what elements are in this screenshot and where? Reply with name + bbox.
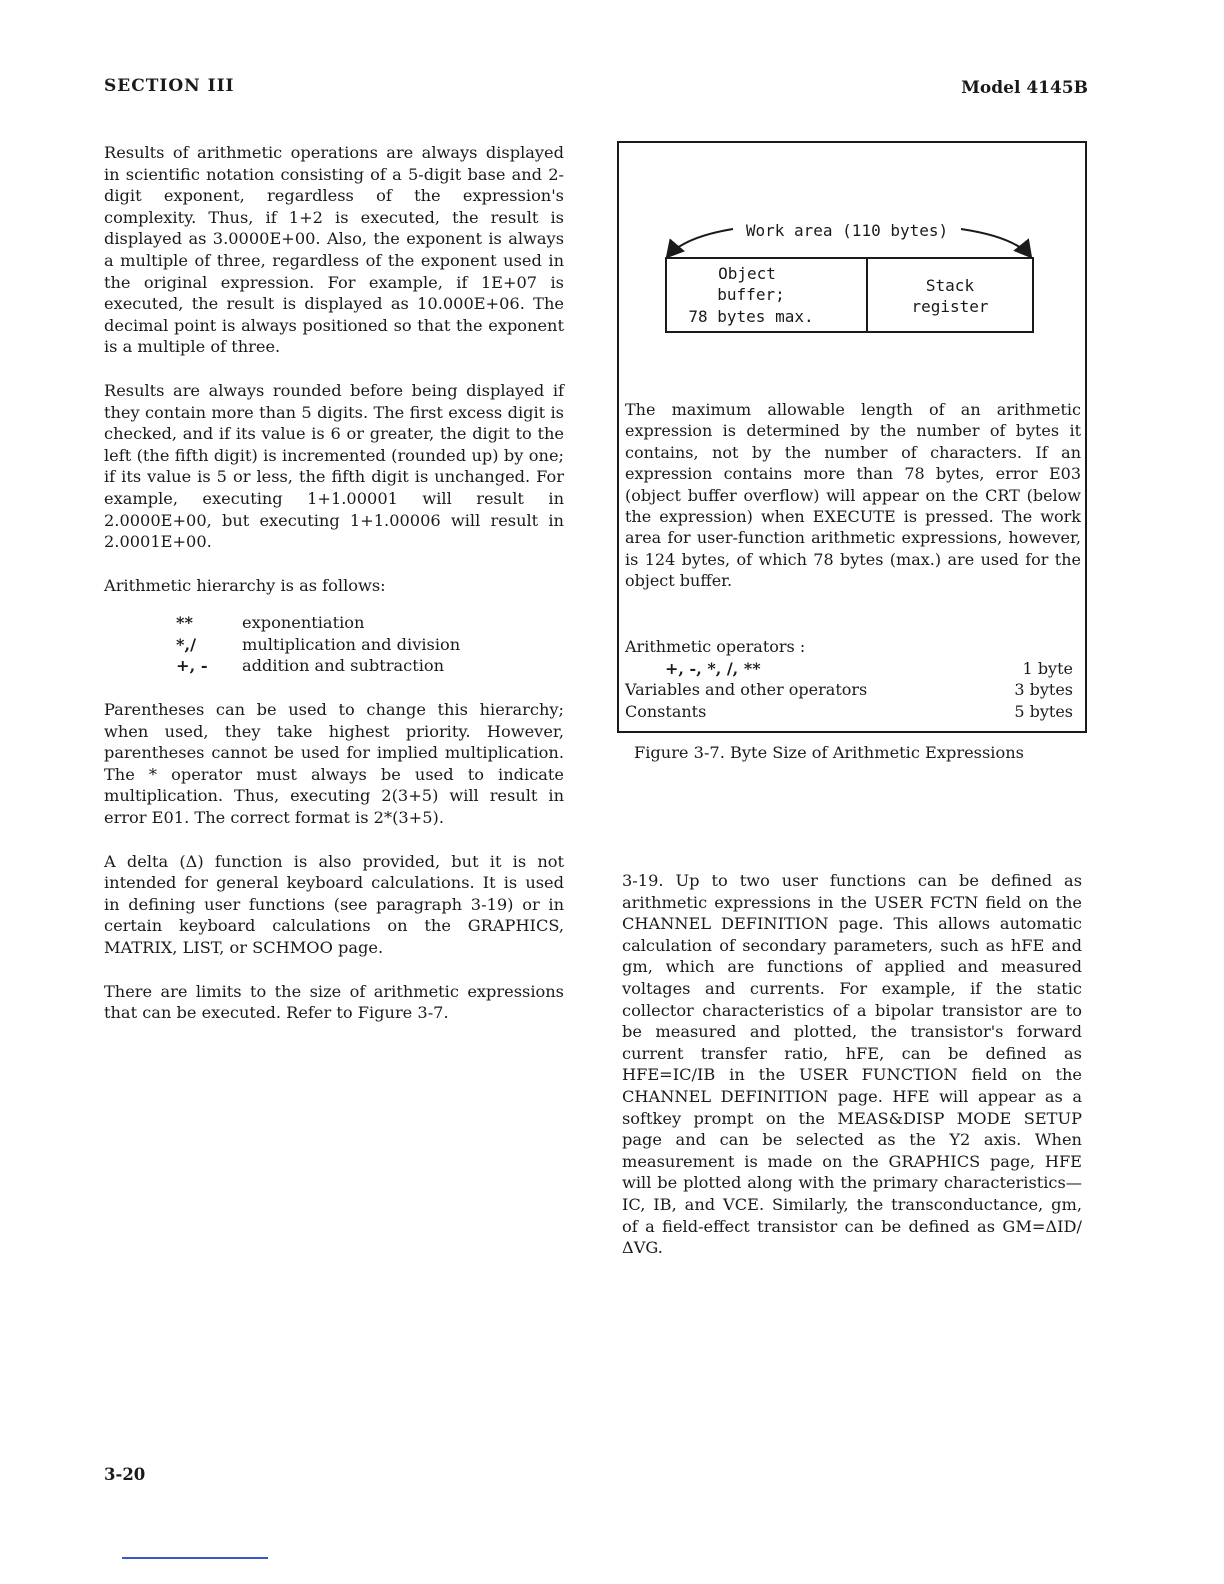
hierarchy-description: multiplication and division [242,634,461,654]
operator-symbols: +, -, *, /, ** [665,658,761,678]
footer-rule [122,1557,268,1559]
paragraph-user-functions: 3-19. Up to two user functions can be defined as arithmetic expressions in the USER FCTN field on the CHANNEL DEFINITION page. This allows automatic calculation of secondary parameters, such as hFE and gm, which are functions of applied and measured voltages and currents. For example, if the static collector characteristics of a bipolar transistor are to be measured and plotted, the transistor's forward current transfer ratio, hFE, can be defined as HFE=IC/IB in the USER FUNCTION field on the CHANNEL DEFINITION page. HFE will appear as a softkey prompt on the MEAS&DISP MODE SETUP page and can be selected as the Y2 axis. When measurement is made on the GRAPHICS page, HFE will be plotted along with the primary characteristics—IC, IB, and VCE. Similarly, the transconductance, gm, of a field-effect transistor can be defined as GM=ΔID/ΔVG. [622,871,1082,1258]
paragraph-limits: There are limits to the size of arithmetic expressions that can be executed. Refer to Figure 3-7. [104,981,564,1023]
byte-size-row [625,679,1073,701]
object-buffer-line: 78 bytes max. [688,307,814,326]
stack-register-block [867,258,1033,332]
paragraph-delta-function: A delta (Δ) function is also provided, but it is not intended for general keyboard calculations. It is used in defining user functions (see paragraph 3-19) or in certain keyboard calculations on the GRAPHICS, MATRIX, LIST, or SCHMOO page. [104,851,564,957]
object-buffer-line: Object [718,264,776,283]
hierarchy-list [176,612,564,677]
stack-register-line: register [911,297,989,316]
hierarchy-description: addition and subtraction [242,656,445,676]
hierarchy-row [176,612,564,634]
hierarchy-description: exponentiation [242,613,365,633]
figure-caption: Figure 3-7. Byte Size of Arithmetic Expressions [634,743,1024,762]
right-column [622,870,1082,1281]
byte-size-row [625,658,1073,680]
paragraph-hierarchy-intro: Arithmetic hierarchy is as follows: [104,575,386,595]
figure-3-7-box [617,141,1087,733]
work-area-arrow-right [961,229,1031,257]
byte-size-table [625,636,1073,722]
constants-size: 5 bytes [1014,701,1073,721]
hierarchy-row [176,655,564,677]
variables-label: Variables and other operators [625,680,868,700]
operators-heading: Arithmetic operators : [625,637,806,656]
object-buffer-line: buffer; [717,285,785,304]
section-header: SECTION III [104,76,235,96]
paragraph-scientific-notation: Results of arithmetic operations are always displayed in scientific notation consisting of a 5-digit base and 2-digit exponent, regardless of the expression's complexity. Thus, if 1+2 is executed, the result is displayed as 3.0000E+00. Also, the exponent is always a multiple of three, regardless of the exponent used in the original expression. For example, if 1E+07 is executed, the result is displayed as 10.000E+06. The decimal point is always positioned so that the exponent is a multiple of three. [104,143,564,357]
byte-size-row [625,701,1073,723]
left-column [104,142,564,1046]
constants-label: Constants [625,701,707,721]
page-number: 3-20 [104,1465,146,1484]
stack-register-line: Stack [925,276,975,295]
operator-size: 1 byte [1022,658,1073,678]
variables-size: 3 bytes [1014,680,1073,700]
work-area-arrow-left [667,229,733,257]
figure-paragraph: The maximum allowable length of an arithmetic expression is determined by the number of bytes it contains, not by the number of characters. If an expression contains more than 78 bytes, error E03 (object buffer overflow) will appear on the CRT (below the expression) when EXECUTE is pressed. The work area for user-function arithmetic expressions, however, is 124 bytes, of which 78 bytes (max.) are used for the object buffer. [625,400,1081,591]
hierarchy-row [176,634,564,656]
work-area-label: Work area (110 bytes) [745,221,949,240]
paragraph-parentheses: Parentheses can be used to change this hierarchy; when used, they take highest priority. However, parentheses cannot be used for implied multiplication. The * operator must always be used to indicate multiplication. Thus, executing 2(3+5) will result in error E01. The correct format is 2*(3+5). [104,700,564,828]
paragraph-rounding: Results are always rounded before being displayed if they contain more than 5 digits. The first excess digit is checked, and if its value is 6 or greater, the digit to the left (the fifth digit) is incremented (rounded up) by one; if its value is 5 or less, the fifth digit is unchanged. For example, executing 1+1.00001 will result in 2.0000E+00, but executing 1+1.00006 will result in 2.0001E+00. [104,380,564,552]
model-header: Model 4145B [961,78,1088,98]
hierarchy-operator: ** [176,613,193,633]
figure-body [625,399,1081,612]
hierarchy-operator: +, - [176,656,208,676]
work-area-diagram [619,143,1085,383]
hierarchy-operator: *,/ [176,634,197,654]
